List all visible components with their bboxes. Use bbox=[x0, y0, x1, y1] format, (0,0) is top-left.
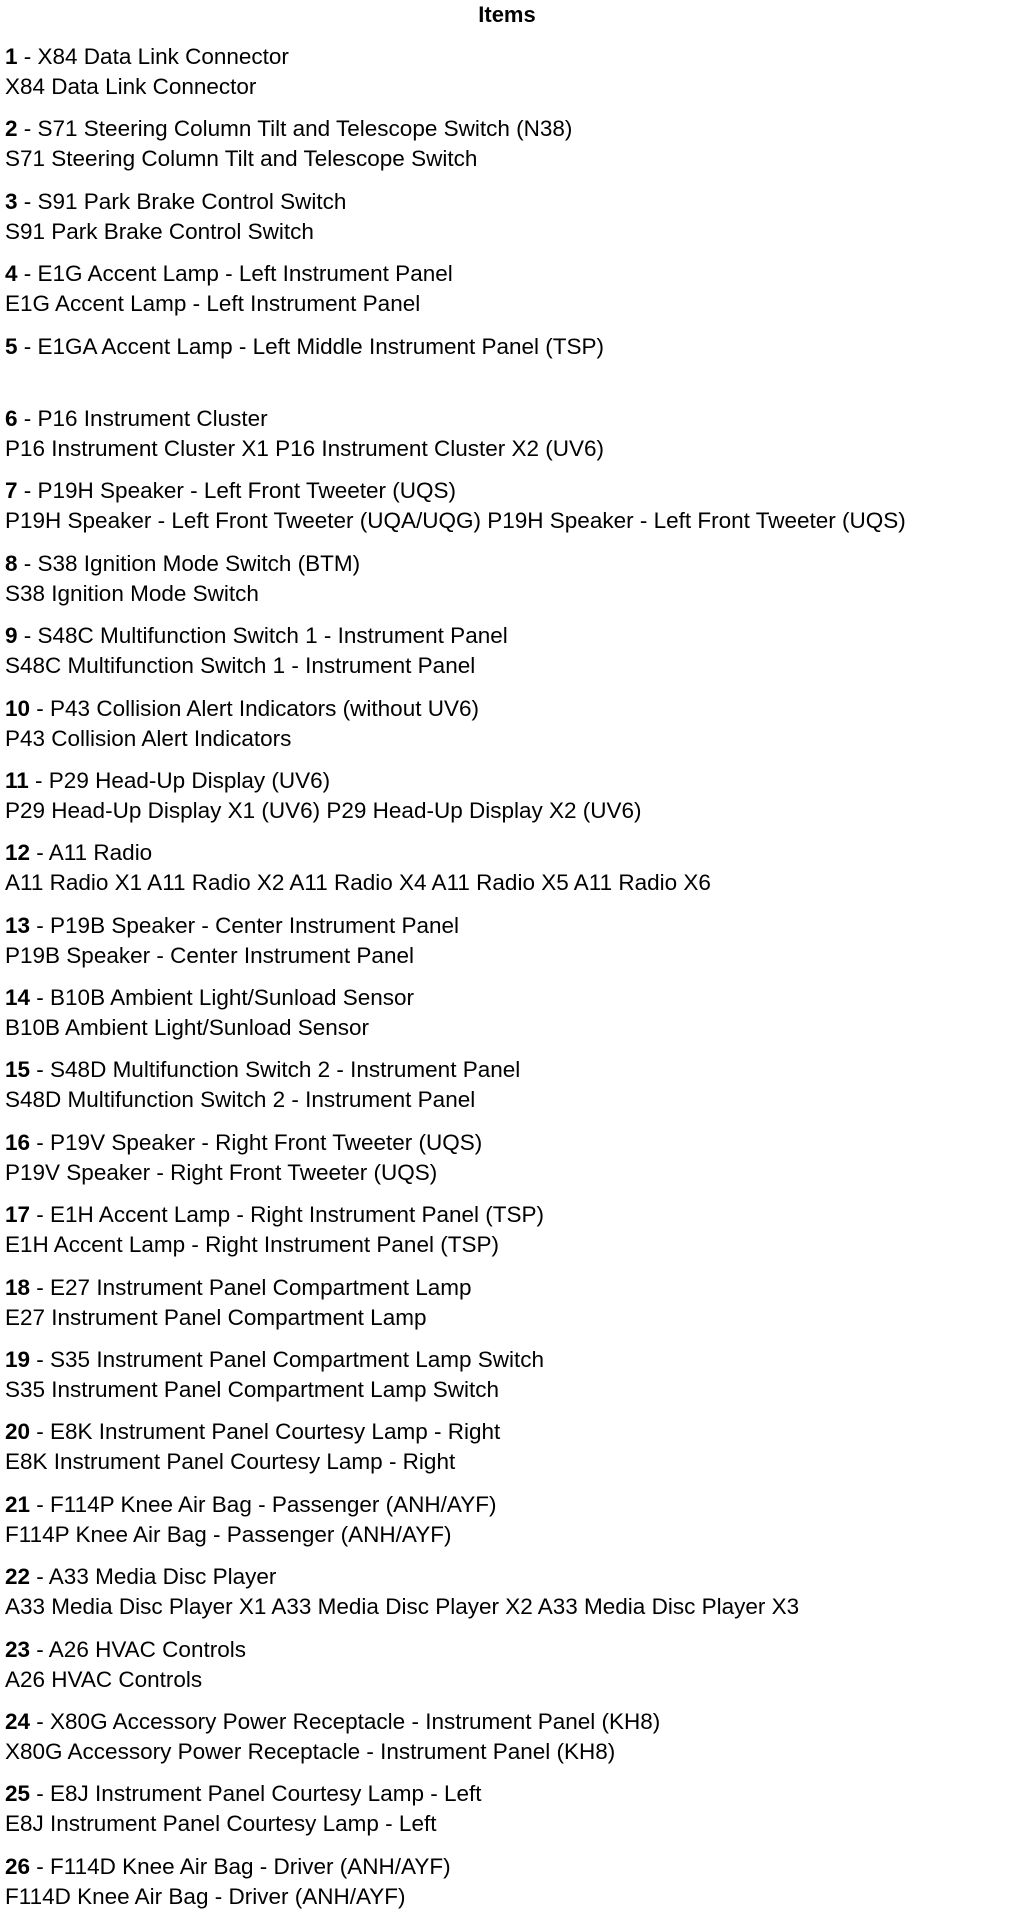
list-item bbox=[5, 621, 1021, 693]
item-detail: P16 Instrument Cluster X1 P16 Instrument Cluster X2 (UV6) bbox=[5, 435, 604, 461]
item-number: 10 bbox=[5, 695, 31, 721]
list-item bbox=[5, 332, 1021, 404]
item-detail: F114P Knee Air Bag - Passenger (ANH/AYF) bbox=[5, 1521, 452, 1547]
item-separator: - bbox=[30, 1853, 51, 1879]
item-detail: F114D Knee Air Bag - Driver (ANH/AYF) bbox=[5, 1883, 406, 1909]
item-name: B10B Ambient Light/Sunload Sensor bbox=[50, 985, 415, 1011]
list-item bbox=[5, 114, 1021, 186]
item-separator: - bbox=[30, 695, 51, 721]
item-detail: X84 Data Link Connector bbox=[5, 74, 257, 99]
item-number: 23 bbox=[5, 1636, 31, 1662]
list-item bbox=[5, 694, 1021, 766]
item-separator: - bbox=[17, 188, 38, 214]
item-detail: E8K Instrument Panel Courtesy Lamp - Right bbox=[5, 1449, 456, 1475]
item-detail: S91 Park Brake Control Switch bbox=[5, 218, 314, 244]
item-name: A33 Media Disc Player bbox=[48, 1564, 277, 1590]
item-heading bbox=[5, 42, 1021, 72]
item-name: A26 HVAC Controls bbox=[48, 1636, 246, 1662]
item-heading bbox=[5, 621, 1021, 651]
list-item bbox=[5, 1635, 1021, 1707]
item-name: E1GA Accent Lamp - Left Middle Instrument Panel (TSP) bbox=[37, 333, 605, 359]
item-number: 19 bbox=[5, 1347, 31, 1373]
list-item bbox=[5, 187, 1021, 259]
item-number: 6 bbox=[5, 405, 18, 431]
items-list bbox=[5, 42, 1021, 1924]
item-number: 17 bbox=[5, 1202, 31, 1228]
item-number: 12 bbox=[5, 840, 31, 866]
list-item bbox=[5, 1852, 1021, 1924]
item-heading bbox=[5, 1779, 1021, 1809]
item-detail: E8J Instrument Panel Courtesy Lamp - Left bbox=[5, 1811, 437, 1837]
item-heading bbox=[5, 259, 1021, 289]
item-heading bbox=[5, 332, 1021, 362]
item-heading bbox=[5, 1707, 1021, 1737]
item-separator: - bbox=[30, 1564, 49, 1590]
item-separator: - bbox=[30, 1419, 51, 1445]
item-heading bbox=[5, 1273, 1021, 1303]
item-heading bbox=[5, 476, 1021, 506]
list-item bbox=[5, 1273, 1021, 1345]
item-separator: - bbox=[17, 623, 38, 649]
list-item bbox=[5, 1200, 1021, 1272]
list-item bbox=[5, 1055, 1021, 1127]
list-item bbox=[5, 838, 1021, 910]
item-number: 15 bbox=[5, 1057, 31, 1083]
item-detail: E27 Instrument Panel Compartment Lamp bbox=[5, 1304, 427, 1330]
item-heading bbox=[5, 1417, 1021, 1447]
item-detail: E1H Accent Lamp - Right Instrument Panel (TSP) bbox=[5, 1232, 499, 1258]
item-separator: - bbox=[30, 1781, 51, 1807]
item-detail: A26 HVAC Controls bbox=[5, 1666, 203, 1692]
item-number: 18 bbox=[5, 1274, 31, 1300]
item-heading bbox=[5, 404, 1021, 434]
item-separator: - bbox=[17, 333, 38, 359]
item-name: P19H Speaker - Left Front Tweeter (UQS) bbox=[37, 478, 457, 504]
item-detail: S48D Multifunction Switch 2 - Instrument Panel bbox=[5, 1087, 476, 1113]
list-item bbox=[5, 1707, 1021, 1779]
item-separator: - bbox=[17, 405, 38, 431]
item-detail: P43 Collision Alert Indicators bbox=[5, 725, 292, 751]
item-separator: - bbox=[28, 767, 49, 793]
list-item bbox=[5, 1490, 1021, 1562]
item-heading bbox=[5, 114, 1021, 144]
item-name: X84 Data Link Connector bbox=[37, 44, 289, 69]
list-item bbox=[5, 766, 1021, 838]
item-separator: - bbox=[30, 1057, 51, 1083]
item-separator: - bbox=[30, 1347, 51, 1373]
list-item bbox=[5, 549, 1021, 621]
item-detail: P19B Speaker - Center Instrument Panel bbox=[5, 942, 414, 968]
item-number: 14 bbox=[5, 985, 31, 1011]
item-detail: B10B Ambient Light/Sunload Sensor bbox=[5, 1015, 369, 1041]
item-number: 25 bbox=[5, 1781, 31, 1807]
item-separator: - bbox=[17, 478, 38, 504]
item-name: X80G Accessory Power Receptacle - Instrument Panel (KH8) bbox=[50, 1708, 661, 1734]
item-detail: S48C Multifunction Switch 1 - Instrument Panel bbox=[5, 653, 476, 679]
item-separator: - bbox=[30, 1636, 49, 1662]
item-separator: - bbox=[30, 985, 51, 1011]
item-name: S38 Ignition Mode Switch (BTM) bbox=[37, 550, 361, 576]
item-number: 1 bbox=[5, 44, 18, 69]
list-item bbox=[5, 476, 1021, 548]
item-separator: - bbox=[30, 1491, 51, 1517]
item-name: F114D Knee Air Bag - Driver (ANH/AYF) bbox=[50, 1853, 451, 1879]
item-separator: - bbox=[17, 116, 38, 142]
item-detail: P19H Speaker - Left Front Tweeter (UQA/UQG) P19H Speaker - Left Front Tweeter (UQS) bbox=[5, 508, 906, 534]
item-heading bbox=[5, 549, 1021, 579]
item-name: A11 Radio bbox=[48, 840, 153, 866]
item-name: S48C Multifunction Switch 1 - Instrument Panel bbox=[37, 623, 508, 649]
item-detail: S38 Ignition Mode Switch bbox=[5, 580, 259, 606]
list-item bbox=[5, 983, 1021, 1055]
item-number: 16 bbox=[5, 1129, 31, 1155]
item-number: 20 bbox=[5, 1419, 31, 1445]
item-number: 11 bbox=[5, 767, 29, 793]
item-detail: S71 Steering Column Tilt and Telescope Switch bbox=[5, 146, 478, 172]
list-item bbox=[5, 259, 1021, 331]
item-number: 9 bbox=[5, 623, 18, 649]
item-number: 2 bbox=[5, 116, 18, 142]
item-number: 26 bbox=[5, 1853, 31, 1879]
item-separator: - bbox=[30, 912, 51, 938]
item-detail: E1G Accent Lamp - Left Instrument Panel bbox=[5, 291, 421, 317]
item-separator: - bbox=[30, 1274, 51, 1300]
item-heading bbox=[5, 1128, 1021, 1158]
list-item bbox=[5, 1345, 1021, 1417]
item-heading bbox=[5, 911, 1021, 941]
list-item bbox=[5, 42, 1021, 114]
item-number: 7 bbox=[5, 478, 18, 504]
item-separator: - bbox=[17, 550, 38, 576]
list-item bbox=[5, 911, 1021, 983]
item-number: 24 bbox=[5, 1708, 31, 1734]
item-heading bbox=[5, 983, 1021, 1013]
item-heading bbox=[5, 1345, 1021, 1375]
item-heading bbox=[5, 1852, 1021, 1882]
list-item bbox=[5, 404, 1021, 476]
item-detail: X80G Accessory Power Receptacle - Instrument Panel (KH8) bbox=[5, 1738, 616, 1764]
item-number: 13 bbox=[5, 912, 31, 938]
item-name: E8J Instrument Panel Courtesy Lamp - Left bbox=[50, 1781, 482, 1807]
item-separator: - bbox=[17, 261, 38, 287]
item-number: 8 bbox=[5, 550, 18, 576]
item-heading bbox=[5, 1635, 1021, 1665]
item-name: P19B Speaker - Center Instrument Panel bbox=[50, 912, 459, 938]
item-separator: - bbox=[17, 44, 38, 69]
item-heading bbox=[5, 766, 1021, 796]
item-name: P43 Collision Alert Indicators (without UV6) bbox=[50, 695, 479, 721]
item-detail: P19V Speaker - Right Front Tweeter (UQS) bbox=[5, 1159, 438, 1185]
item-name: E8K Instrument Panel Courtesy Lamp - Right bbox=[50, 1419, 501, 1445]
item-heading bbox=[5, 838, 1021, 868]
item-heading bbox=[5, 1562, 1021, 1592]
item-heading bbox=[5, 187, 1021, 217]
item-name: P16 Instrument Cluster bbox=[37, 405, 268, 431]
item-name: E1G Accent Lamp - Left Instrument Panel bbox=[37, 261, 453, 287]
item-name: P29 Head-Up Display (UV6) bbox=[48, 767, 331, 793]
list-item bbox=[5, 1128, 1021, 1200]
item-separator: - bbox=[30, 1708, 51, 1734]
item-name: E27 Instrument Panel Compartment Lamp bbox=[50, 1274, 472, 1300]
item-name: S91 Park Brake Control Switch bbox=[37, 188, 347, 214]
item-number: 4 bbox=[5, 261, 18, 287]
item-name: F114P Knee Air Bag - Passenger (ANH/AYF) bbox=[50, 1491, 497, 1517]
item-number: 21 bbox=[5, 1491, 31, 1517]
item-detail: P29 Head-Up Display X1 (UV6) P29 Head-Up Display X2 (UV6) bbox=[5, 797, 642, 823]
item-heading bbox=[5, 1200, 1021, 1230]
item-name: S48D Multifunction Switch 2 - Instrument Panel bbox=[50, 1057, 521, 1083]
item-name: S35 Instrument Panel Compartment Lamp Switch bbox=[50, 1347, 545, 1373]
item-number: 22 bbox=[5, 1564, 31, 1590]
list-item bbox=[5, 1562, 1021, 1634]
list-item bbox=[5, 1779, 1021, 1851]
item-number: 5 bbox=[5, 333, 18, 359]
item-name: E1H Accent Lamp - Right Instrument Panel (TSP) bbox=[50, 1202, 544, 1228]
item-separator: - bbox=[30, 1202, 51, 1228]
item-name: P19V Speaker - Right Front Tweeter (UQS) bbox=[50, 1129, 483, 1155]
item-heading bbox=[5, 694, 1021, 724]
item-separator: - bbox=[30, 1129, 51, 1155]
item-name: S71 Steering Column Tilt and Telescope Switch (N38) bbox=[37, 116, 573, 142]
item-detail: A11 Radio X1 A11 Radio X2 A11 Radio X4 A11 Radio X5 A11 Radio X6 bbox=[5, 870, 711, 896]
item-number: 3 bbox=[5, 188, 18, 214]
list-item bbox=[5, 1417, 1021, 1489]
item-detail: S35 Instrument Panel Compartment Lamp Switch bbox=[5, 1377, 499, 1403]
page-title: Items bbox=[478, 2, 536, 27]
item-heading bbox=[5, 1490, 1021, 1520]
item-heading bbox=[5, 1055, 1021, 1085]
item-separator: - bbox=[30, 840, 49, 866]
item-detail: A33 Media Disc Player X1 A33 Media Disc Player X2 A33 Media Disc Player X3 bbox=[5, 1594, 800, 1620]
